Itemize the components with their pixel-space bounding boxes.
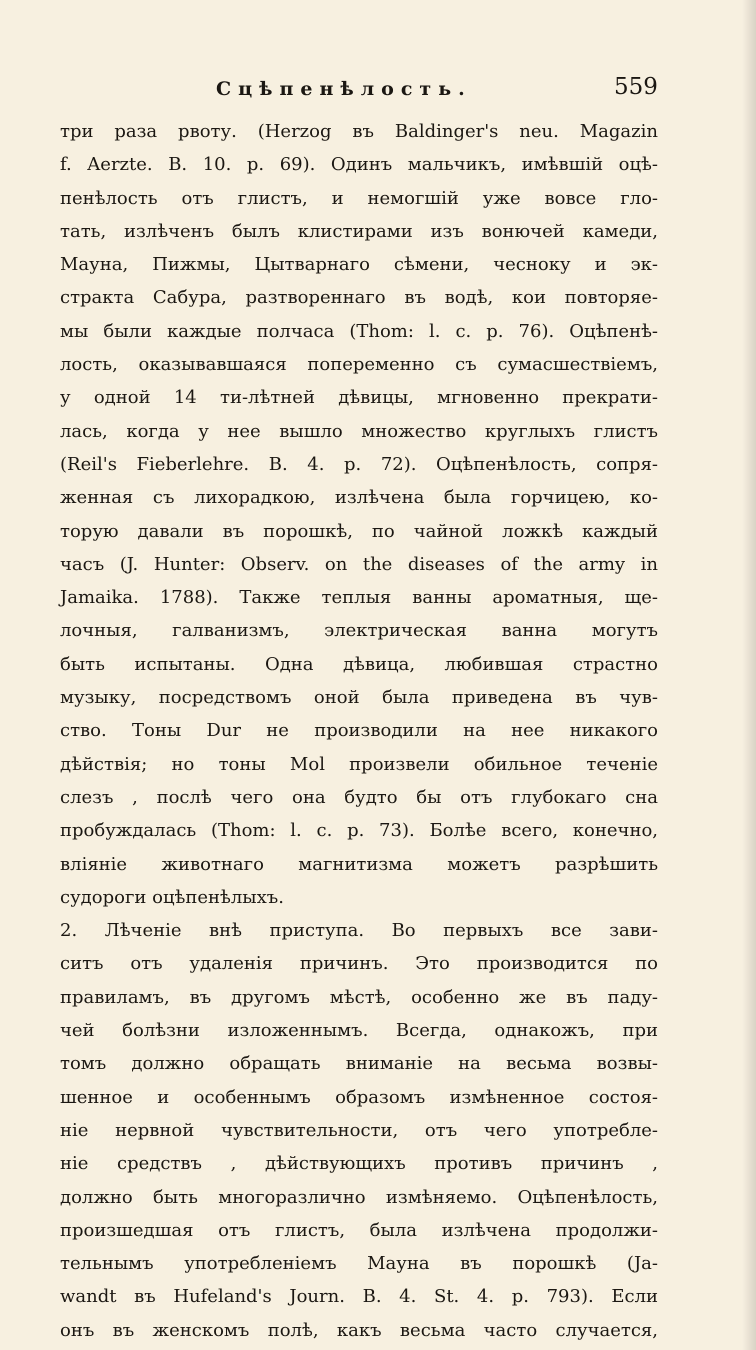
text-line: быть испытаны. Одна дѣвица, любившая страстно xyxy=(60,653,658,675)
text-line: мы были каждые полчаса (Thom: l. c. p. 76). Оцѣпенѣ- xyxy=(60,320,658,342)
text-line: тельнымъ употребленіемъ Мауна въ порошкѣ (Ja- xyxy=(60,1253,658,1275)
text-line: вліяніе животнаго магнитизма можетъ разрѣшить xyxy=(60,853,658,875)
page-number: 559 xyxy=(614,74,658,100)
binding-shadow xyxy=(742,0,756,1350)
text-line: Jamaika. 1788). Также теплыя ванны ароматныя, ще- xyxy=(60,587,658,609)
text-line: ніе средствъ , дѣйствующихъ противъ причинъ , xyxy=(60,1153,658,1175)
text-line: пенѣлость отъ глистъ, и немогшій уже вовсе гло- xyxy=(60,187,658,209)
text-line: должно быть многоразлично измѣняемо. Оцѣпенѣлость, xyxy=(60,1186,658,1208)
text-line: часъ (J. Hunter: Observ. on the diseases of the army in xyxy=(60,553,658,575)
text-line: музыку, посредствомъ оной была приведена въ чув- xyxy=(60,687,658,709)
text-line: 2. Лѣченіе внѣ приступа. Во первыхъ все зави- xyxy=(60,920,658,942)
text-line: женная съ лихорадкою, излѣчена была горчицею, ко- xyxy=(60,487,658,509)
running-title: Сцѣпенѣлость. xyxy=(216,78,472,100)
text-line: слезъ , послѣ чего она будто бы отъ глубокаго сна xyxy=(60,786,658,808)
text-line: лась, когда у нее вышло множество круглыхъ глистъ xyxy=(60,420,658,442)
text-line: томъ должно обращать вниманіе на весьма возвы- xyxy=(60,1053,658,1075)
text-line: шенное и особеннымъ образомъ измѣненное состоя- xyxy=(60,1086,658,1108)
text-line: чей болѣзни изложеннымъ. Всегда, однакожъ, при xyxy=(60,1020,658,1042)
text-line: судороги оцѣпенѣлыхъ. xyxy=(60,886,284,908)
text-line: ситъ отъ удаленія причинъ. Это производится по xyxy=(60,953,658,975)
text-line: Мауна, Пижмы, Цытварнаго сѣмени, чесноку и эк- xyxy=(60,254,658,276)
page-header xyxy=(0,74,756,114)
text-line: произшедшая отъ глистъ, была излѣчена продолжи- xyxy=(60,1219,658,1241)
text-line: лость, оказывавшаяся попеременно съ сумасшествіемъ, xyxy=(60,354,658,376)
text-line: дѣйствія; но тоны Mol произвели обильное теченіе xyxy=(60,753,658,775)
text-line: пробуждалась (Thom: l. c. p. 73). Болѣе всего, конечно, xyxy=(60,820,658,842)
text-line: онъ въ женскомъ полѣ, какъ весьма часто случается, xyxy=(60,1319,658,1341)
text-line: (Reil's Fieberlehre. B. 4. p. 72). Оцѣпенѣлость, сопря- xyxy=(60,453,658,475)
text-line: у одной 14 ти-лѣтней дѣвицы, мгновенно прекрати- xyxy=(60,387,658,409)
text-line: торую давали въ порошкѣ, по чайной ложкѣ каждый xyxy=(60,520,658,542)
text-line: ство. Тоны Dur не производили на нее никакого xyxy=(60,720,658,742)
text-line: три раза рвоту. (Herzog въ Baldinger's neu. Magazin xyxy=(60,121,658,142)
text-line: wandt въ Hufeland's Journ. B. 4. St. 4. p. 793). Если xyxy=(60,1286,658,1308)
text-line: f. Aerzte. B. 10. p. 69). Одинъ мальчикъ, имѣвшій оцѣ- xyxy=(60,154,658,176)
text-line: правиламъ, въ другомъ мѣстѣ, особенно же въ паду- xyxy=(60,986,658,1008)
text-line: ніе нервной чувствительности, отъ чего употребле- xyxy=(60,1119,658,1141)
text-line: тать, излѣченъ былъ клистирами изъ вонючей камеди, xyxy=(60,220,658,242)
body-text xyxy=(60,115,658,1347)
text-line: стракта Сабура, разтвореннаго въ водѣ, кои повторяе- xyxy=(60,287,658,309)
text-line: лочныя, галванизмъ, электрическая ванна могутъ xyxy=(60,620,658,642)
